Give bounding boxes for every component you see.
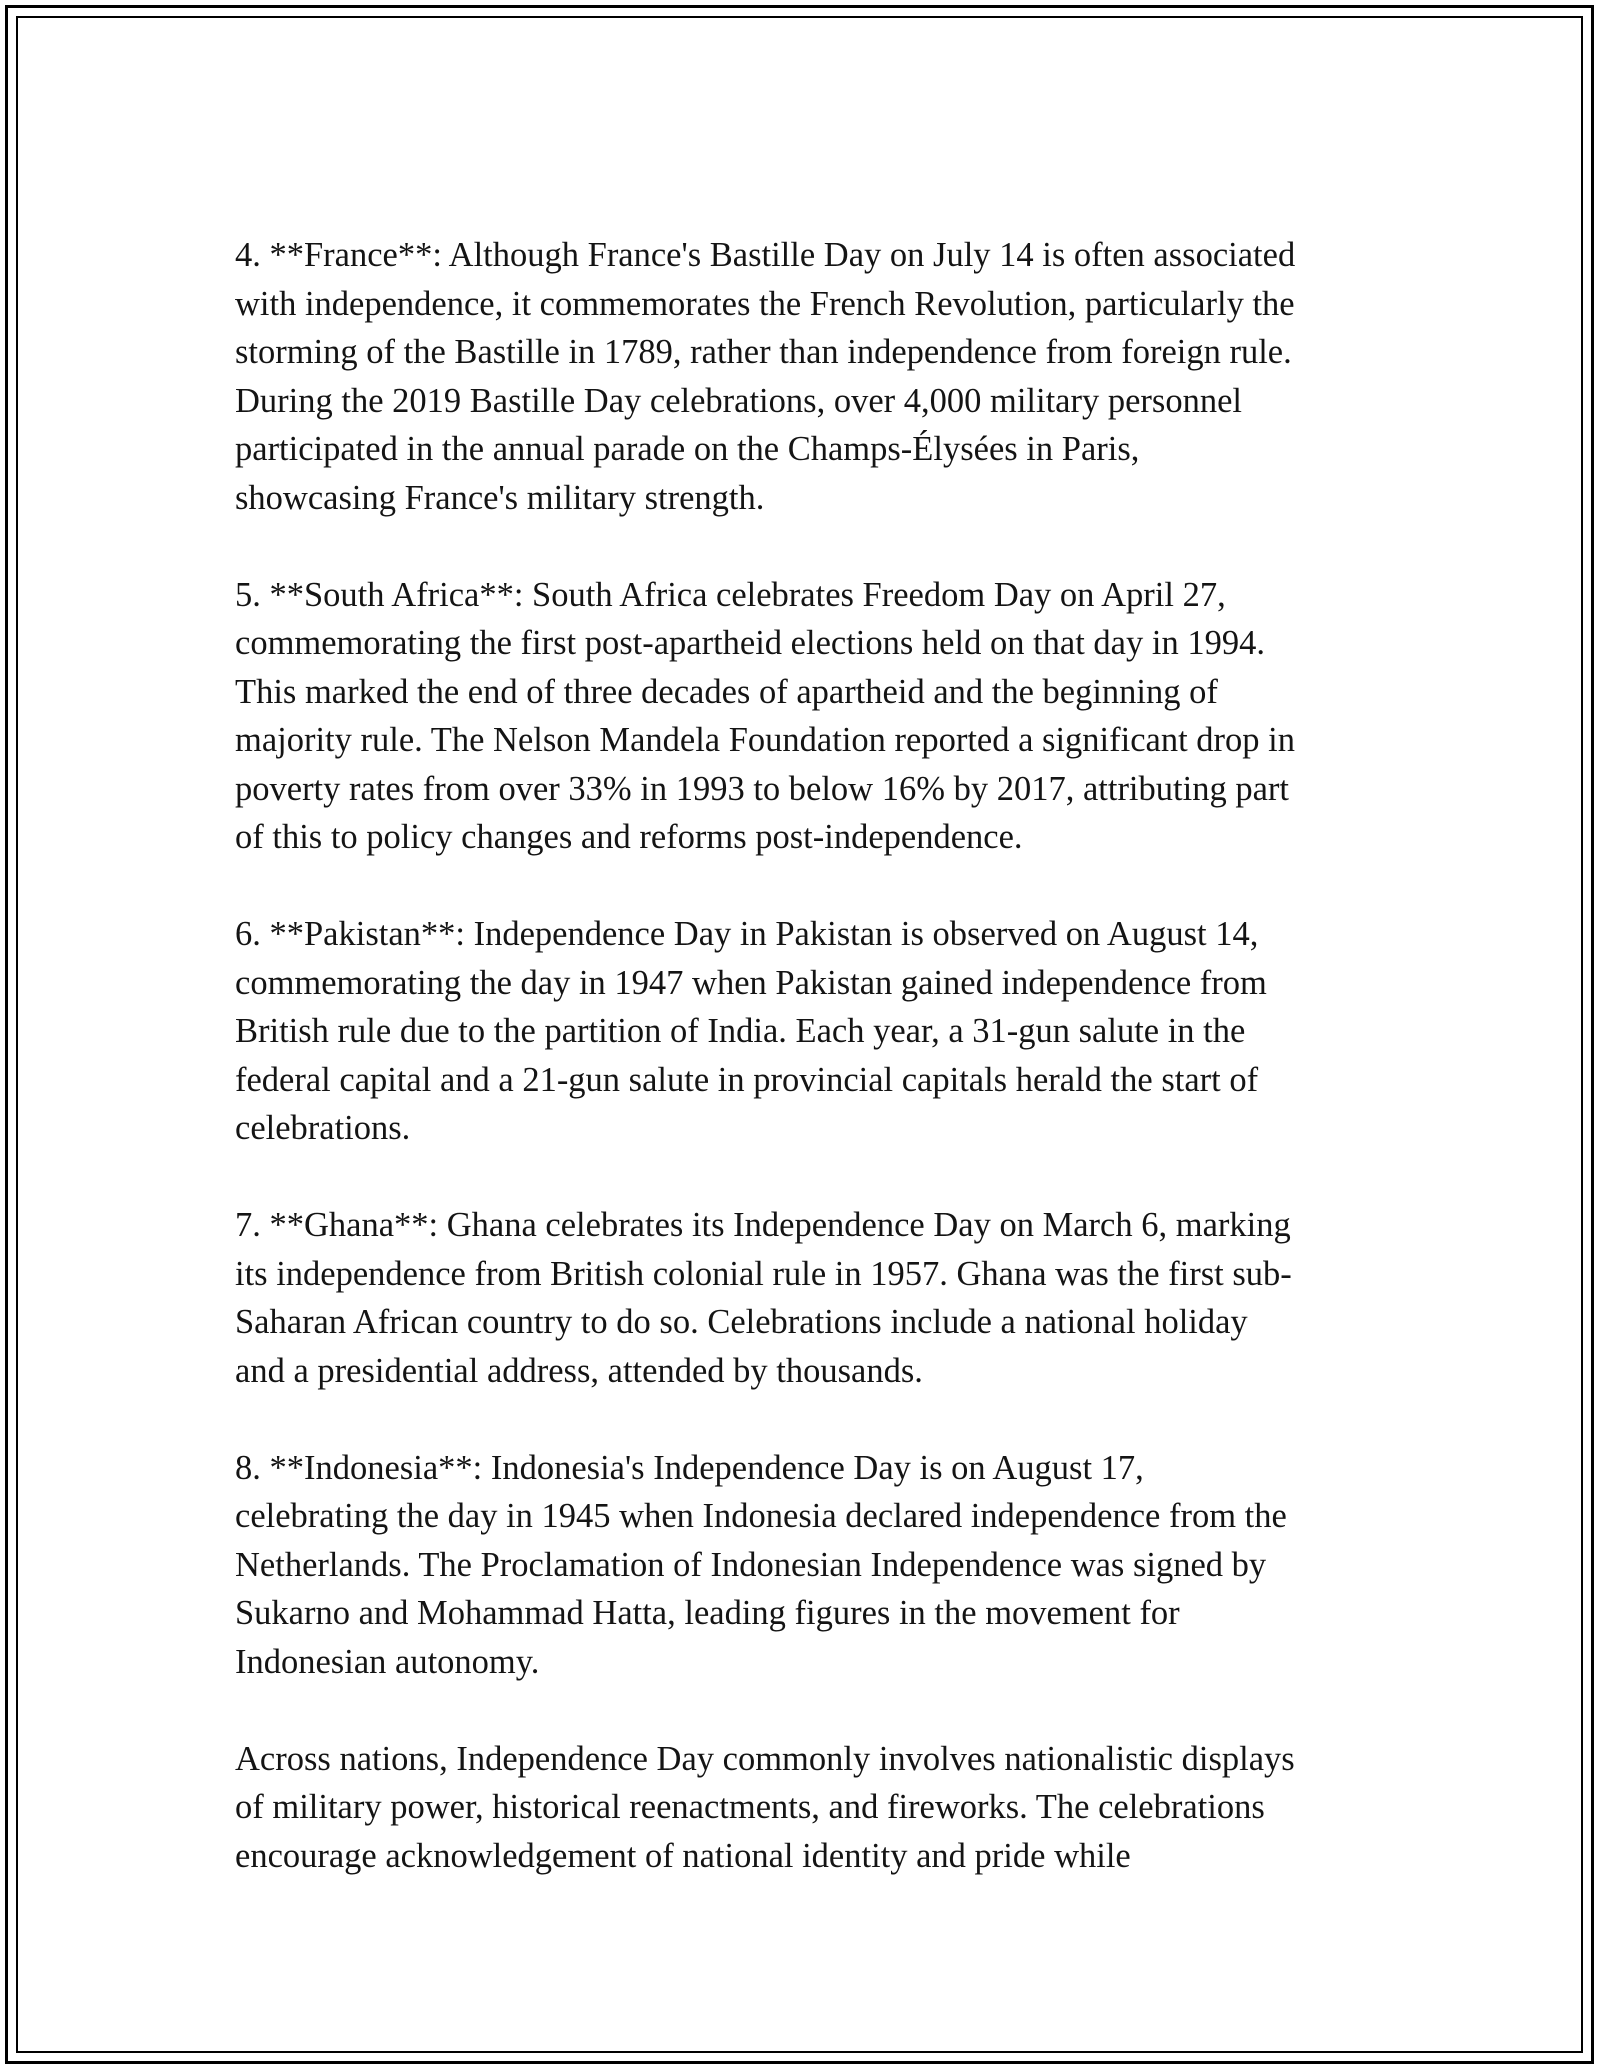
text-line: 6. **Pakistan**: Independence Day in Pakistan is observed on August 14,: [235, 915, 1259, 953]
text-line: majority rule. The Nelson Mandela Foundation reported a significant drop in: [235, 721, 1295, 759]
text-line: 8. **Indonesia**: Indonesia's Independence Day is on August 17,: [235, 1448, 1144, 1487]
text-line: celebrations.: [235, 1109, 411, 1147]
text-line: federal capital and a 21-gun salute in provincial capitals herald the start of: [235, 1060, 1259, 1099]
text-line: its independence from British colonial rule in 1957. Ghana was the first sub-: [235, 1254, 1292, 1293]
paragraph-south-africa: [235, 571, 1370, 862]
text-line: Saharan African country to do so. Celebrations include a national holiday: [235, 1303, 1248, 1341]
text-line: British rule due to the partition of India. Each year, a 31-gun salute in the: [235, 1012, 1246, 1050]
paragraph-pakistan: [235, 910, 1370, 1153]
text-line: encourage acknowledgement of national identity and pride while: [235, 1836, 1131, 1875]
paragraph-ghana: [235, 1201, 1370, 1395]
text-line: commemorating the day in 1947 when Pakistan gained independence from: [235, 963, 1267, 1002]
text-line: This marked the end of three decades of apartheid and the beginning of: [235, 672, 1218, 711]
paragraph-indonesia: [235, 1444, 1370, 1687]
text-line: celebrating the day in 1945 when Indonesia declared independence from the: [235, 1497, 1287, 1535]
text-line: Indonesian autonomy.: [235, 1642, 540, 1681]
text-line: Netherlands. The Proclamation of Indonesian Independence was signed by: [235, 1545, 1267, 1584]
document-body: [235, 231, 1370, 1880]
text-line: of this to policy changes and reforms post-independence.: [235, 818, 1023, 856]
paragraph-france: [235, 231, 1370, 522]
text-line: participated in the annual parade on the Champs-Élysées in Paris,: [235, 430, 1140, 468]
text-line: During the 2019 Bastille Day celebrations, over 4,000 military personnel: [235, 381, 1242, 420]
text-line: with independence, it commemorates the French Revolution, particularly the: [235, 284, 1295, 323]
text-line: and a presidential address, attended by thousands.: [235, 1351, 923, 1390]
paragraph-conclusion: [235, 1735, 1370, 1881]
text-line: of military power, historical reenactments, and fireworks. The celebrations: [235, 1788, 1265, 1826]
text-line: Sukarno and Mohammad Hatta, leading figures in the movement for: [235, 1594, 1180, 1632]
text-line: 5. **South Africa**: South Africa celebrates Freedom Day on April 27,: [235, 575, 1226, 614]
text-line: commemorating the first post-apartheid elections held on that day in 1994.: [235, 624, 1265, 662]
text-line: Across nations, Independence Day commonly involves nationalistic displays: [235, 1739, 1295, 1778]
text-line: 4. **France**: Although France's Bastille Day on July 14 is often associated: [235, 236, 1296, 274]
text-line: storming of the Bastille in 1789, rather than independence from foreign rule.: [235, 333, 1292, 371]
text-line: showcasing France's military strength.: [235, 478, 765, 517]
text-line: poverty rates from over 33% in 1993 to below 16% by 2017, attributing part: [235, 769, 1289, 808]
text-line: 7. **Ghana**: Ghana celebrates its Independence Day on March 6, marking: [235, 1206, 1291, 1244]
